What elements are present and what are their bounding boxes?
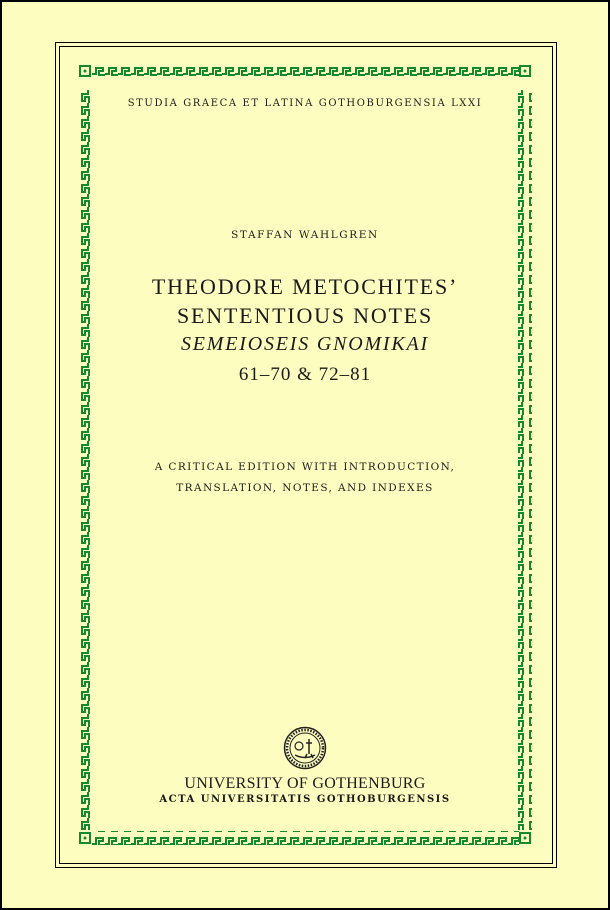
university-seal-icon — [283, 726, 327, 770]
book-title-line-2: SENTENTIOUS NOTES — [176, 303, 434, 328]
book-title-range: 61–70 & 72–81 — [238, 364, 372, 385]
subtitle-line-2: TRANSLATION, NOTES, AND INDEXES — [176, 482, 434, 494]
series-title: STUDIA GRAECA ET LATINA GOTHOBURGENSIA LXXI — [127, 98, 483, 109]
book-title-greek: SEMEIOSEIS GNOMIKAI — [180, 333, 430, 355]
publisher-name: UNIVERSITY OF GOTHENBURG — [184, 775, 426, 792]
author-name: STAFFAN WAHLGREN — [231, 229, 379, 241]
publisher-series: ACTA UNIVERSITATIS GOTHOBURGENSIS — [159, 794, 451, 805]
subtitle-line-1: A CRITICAL EDITION WITH INTRODUCTION, — [154, 461, 456, 473]
book-title-line-1: THEODORE METOCHITES’ — [151, 274, 459, 299]
